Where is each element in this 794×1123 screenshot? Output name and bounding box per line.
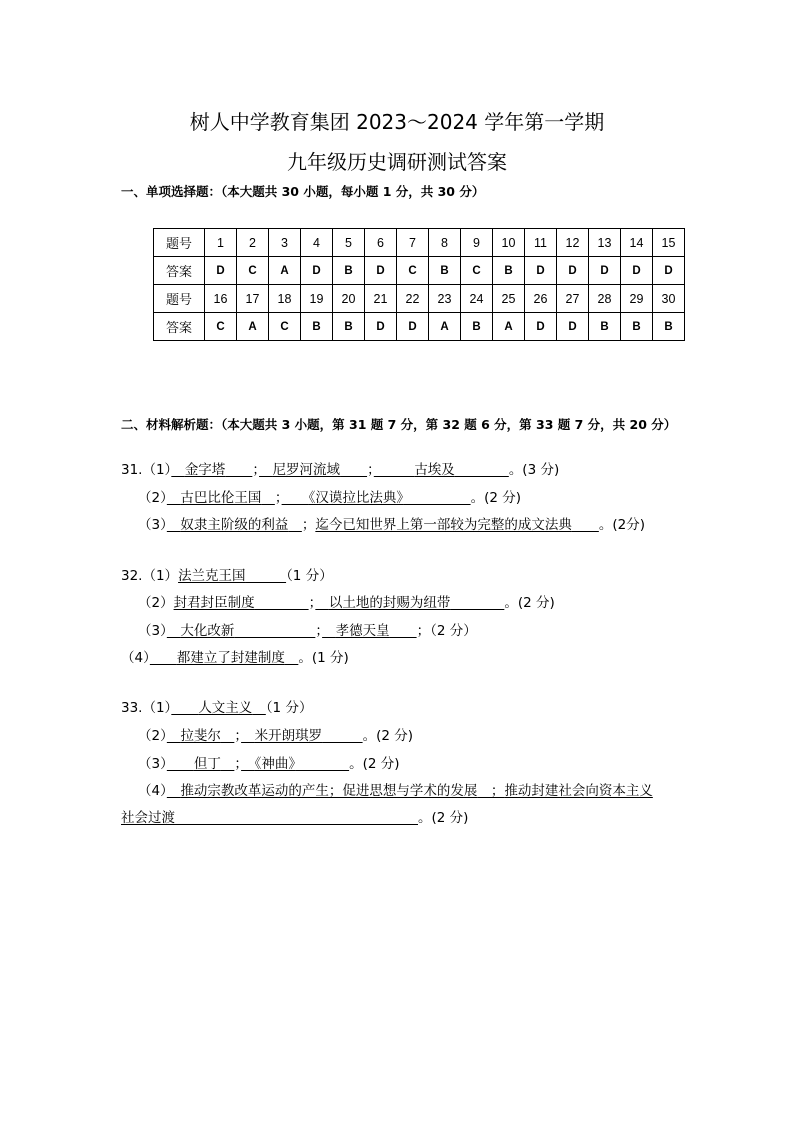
- question-number-cell: 22: [397, 285, 429, 313]
- answer-text: 《神曲》: [254, 756, 296, 772]
- answer-letter-cell: D: [525, 257, 557, 285]
- score-label: 。(3 分): [508, 462, 560, 478]
- question-number-cell: 26: [525, 285, 557, 313]
- question-number: 32.（1）: [121, 568, 179, 584]
- question-number-cell: 2: [237, 229, 269, 257]
- question-number-cell: 6: [365, 229, 397, 257]
- question-number-cell: 24: [461, 285, 493, 313]
- answer-text: 《汉谟拉比法典》: [308, 490, 404, 506]
- score-label: ；（2 分）: [416, 623, 477, 639]
- question-number-cell: 27: [557, 285, 589, 313]
- score-label: 。(2 分): [504, 595, 555, 611]
- answer-text: 社会过渡: [121, 810, 175, 826]
- question-number-cell: 8: [429, 229, 461, 257]
- answer-text: 金字塔: [184, 462, 226, 478]
- score-label: 。(2分): [598, 517, 645, 533]
- table-row: [154, 313, 685, 341]
- question-number-cell: 12: [557, 229, 589, 257]
- answer-text: 封君封臣制度: [173, 595, 255, 611]
- answer-letter-cell: D: [301, 257, 333, 285]
- answer-letter-cell: B: [301, 313, 333, 341]
- question-number: 31.（1）: [121, 462, 172, 478]
- section-heading-material-analysis: 二、材料解析题：（本大题共 3 小题，第 31 题 7 分，第 32 题 6 分，第 33 题 7 分，共 20 分）: [121, 417, 677, 432]
- answer-31-2: （2） 古巴比伦王国 ； 《汉谟拉比法典》 。(2 分): [138, 490, 522, 506]
- question-number-cell: 5: [333, 229, 365, 257]
- row-label: 答案: [154, 257, 205, 285]
- question-number-cell: 18: [269, 285, 301, 313]
- answer-letter-cell: D: [557, 257, 589, 285]
- section-heading-multiple-choice: 一、单项选择题：（本大题共 30 小题，每小题 1 分，共 30 分）: [121, 184, 485, 199]
- question-number-cell: 17: [237, 285, 269, 313]
- question-number-cell: 14: [621, 229, 653, 257]
- question-number: （3）: [138, 623, 167, 639]
- answer-31-3: （3） 奴隶主阶级的利益 ；迄今已知世界上第一部较为完整的成文法典 。(2分): [138, 517, 645, 533]
- question-number: （4）: [138, 783, 167, 799]
- question-number: （2）: [138, 728, 167, 744]
- question-number-cell: 15: [653, 229, 685, 257]
- answer-33-4: [138, 779, 653, 799]
- answer-33-3: （3） 但丁 ； 《神曲》 。(2 分): [138, 756, 400, 772]
- question-number-cell: 10: [493, 229, 525, 257]
- answer-letter-cell: D: [557, 313, 589, 341]
- row-label: 题号: [154, 229, 205, 257]
- answer-31-1: 31.（1） 金字塔 ； 尼罗河流域 ； 古埃及 。(3 分): [121, 462, 560, 478]
- score-label: 。(1 分): [298, 650, 349, 666]
- question-number-cell: 23: [429, 285, 461, 313]
- answer-text: 米开朗琪罗: [254, 728, 323, 744]
- question-number-cell: 4: [301, 229, 333, 257]
- question-number-cell: 25: [493, 285, 525, 313]
- question-number-cell: 19: [301, 285, 333, 313]
- answer-letter-cell: D: [589, 257, 621, 285]
- row-label: 题号: [154, 285, 205, 313]
- answer-letter-cell: D: [621, 257, 653, 285]
- question-number-cell: 16: [205, 285, 237, 313]
- answer-text: 奴隶主阶级的利益: [180, 517, 289, 533]
- answer-letter-cell: D: [525, 313, 557, 341]
- answer-32-1: [121, 564, 333, 584]
- question-number-cell: 28: [589, 285, 621, 313]
- answer-32-4: [121, 646, 349, 666]
- answer-letter-cell: B: [333, 257, 365, 285]
- answer-letter-cell: B: [429, 257, 461, 285]
- answer-text: 法兰克王国: [178, 568, 246, 584]
- answer-text: 大化改新: [180, 623, 235, 639]
- table-row: [154, 285, 685, 313]
- answer-text: 孝德天皇: [335, 623, 390, 639]
- answer-letter-cell: A: [493, 313, 525, 341]
- question-number-cell: 21: [365, 285, 397, 313]
- table-row: [154, 257, 685, 285]
- answer-letter-cell: B: [333, 313, 365, 341]
- answer-33-2: （2） 拉斐尔 ； 米开朗琪罗 。(2 分): [138, 728, 414, 744]
- answer-text: 尼罗河流域: [272, 462, 341, 478]
- question-number-cell: 13: [589, 229, 621, 257]
- answer-33-4-continued: [121, 806, 468, 826]
- question-number-cell: 11: [525, 229, 557, 257]
- question-number: （2）: [138, 595, 174, 611]
- answer-33-1: [121, 696, 312, 716]
- question-number-cell: 1: [205, 229, 237, 257]
- answer-letter-cell: C: [237, 257, 269, 285]
- document-title: 树人中学教育集团 2023～2024 学年第一学期: [189, 110, 605, 134]
- question-number-cell: 29: [621, 285, 653, 313]
- document-subtitle: 九年级历史调研测试答案: [287, 150, 507, 174]
- question-number: （4）: [121, 650, 150, 666]
- answer-letter-cell: C: [397, 257, 429, 285]
- answer-text: 推动宗教改革运动的产生；促进思想与学术的发展 ；推动封建社会向资本主义: [180, 783, 653, 799]
- answer-text: 拉斐尔: [180, 728, 221, 744]
- answer-letter-cell: D: [653, 257, 685, 285]
- question-number-cell: 7: [397, 229, 429, 257]
- question-number-cell: 3: [269, 229, 301, 257]
- score-label: 。(2 分): [470, 490, 522, 506]
- answer-letter-cell: C: [461, 257, 493, 285]
- answer-letter-cell: B: [461, 313, 493, 341]
- answer-letter-cell: A: [429, 313, 461, 341]
- table-row: [154, 229, 685, 257]
- question-number: （3）: [138, 517, 167, 533]
- question-number: （2）: [138, 490, 167, 506]
- answer-text: 人文主义: [198, 700, 253, 716]
- answer-letter-cell: D: [365, 257, 397, 285]
- answer-text: 古埃及: [414, 462, 455, 478]
- question-number: （3）: [138, 756, 167, 772]
- question-number-cell: 20: [333, 285, 365, 313]
- score-label: 。(2 分): [349, 756, 400, 772]
- answer-letter-cell: A: [269, 257, 301, 285]
- answer-letter-cell: B: [589, 313, 621, 341]
- answer-text: 但丁: [193, 756, 221, 772]
- score-label: （1 分）: [286, 568, 333, 584]
- answer-letter-cell: A: [237, 313, 269, 341]
- answer-letter-cell: D: [205, 257, 237, 285]
- answer-text: 都建立了封建制度: [176, 650, 285, 666]
- score-label: 。(2 分): [362, 728, 414, 744]
- row-label: 答案: [154, 313, 205, 341]
- question-number-cell: 9: [461, 229, 493, 257]
- score-label: （1 分）: [265, 700, 313, 716]
- answer-letter-cell: C: [205, 313, 237, 341]
- answer-letter-cell: C: [269, 313, 301, 341]
- answer-text: 迄今已知世界上第一部较为完整的成文法典: [315, 517, 572, 533]
- answer-table: [153, 228, 685, 341]
- question-number-cell: 30: [653, 285, 685, 313]
- answer-32-3: （3） 大化改新 ； 孝德天皇 ；（2 分）: [138, 623, 477, 639]
- answer-text: 古巴比伦王国: [180, 490, 262, 506]
- answer-letter-cell: D: [397, 313, 429, 341]
- answer-letter-cell: B: [493, 257, 525, 285]
- score-label: 。(2 分): [418, 810, 469, 826]
- answer-letter-cell: B: [653, 313, 685, 341]
- answer-text: 以土地的封赐为纽带: [328, 595, 451, 611]
- answer-letter-cell: D: [365, 313, 397, 341]
- question-number: 33.（1）: [121, 700, 172, 716]
- answer-32-2: （2）封君封臣制度 ； 以土地的封赐为纽带 。(2 分): [138, 595, 555, 611]
- answer-letter-cell: B: [621, 313, 653, 341]
